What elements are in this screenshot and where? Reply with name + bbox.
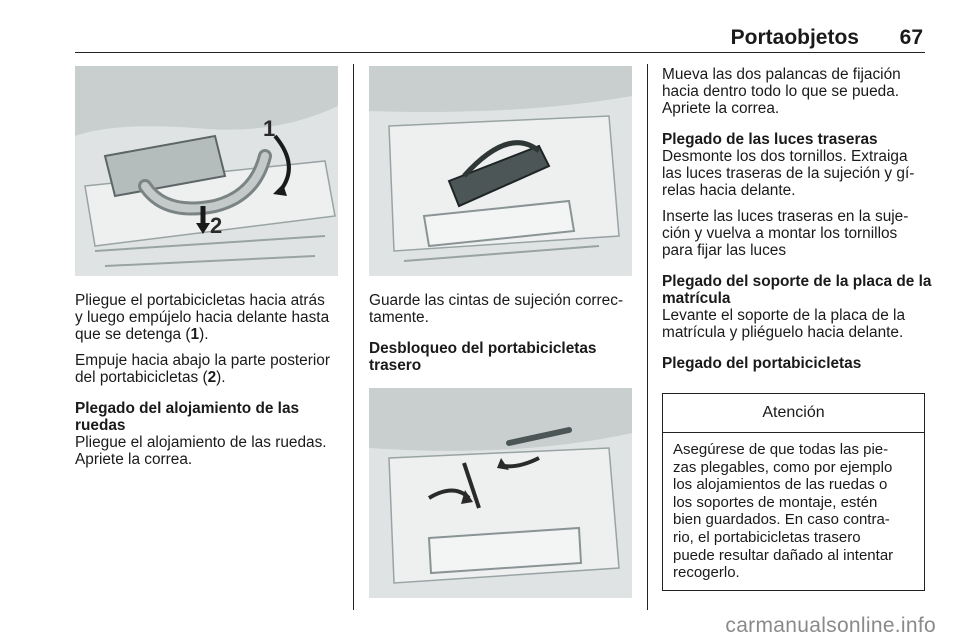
attention-box <box>662 393 925 591</box>
heading-license-plate: Plegado del soporte de la placa de la matrícula <box>662 273 932 307</box>
attention-text: Asegúrese de que todas las pie‐ zas plegables, como por ejemplo los alojamientos de las ruedas o los soportes de montaje, estén bien guardados. En caso contra‐ rio, el portabicicletas trasero puede resultar dañado al intentar recogerlo. <box>673 441 894 582</box>
heading-wheel-holder-fold: Plegado del alojamiento de las ruedas <box>75 400 300 434</box>
column-1-text <box>75 292 347 477</box>
figure-bike-carrier-fold <box>75 66 338 276</box>
figure-wheel-holders-drawing <box>369 66 632 276</box>
figure-bike-carrier-fold-drawing <box>75 66 338 276</box>
column-3-text <box>662 66 932 372</box>
paragraph-fold-back: Pliegue el portabicicletas hacia atrás y luego empújelo hacia delante hasta que se detenga (1). <box>75 292 330 343</box>
callout-2: 2 <box>210 213 223 238</box>
paragraph-store-straps: Guarde las cintas de sujeción correc‐ tamente. <box>369 292 624 326</box>
callout-1: 1 <box>263 116 276 141</box>
figure-release-carrier-drawing <box>369 388 632 598</box>
paragraph-tail-lights-insert: Inserte las luces traseras en la suje‐ ción y vuelva a montar los tornillos para fijar las luces <box>662 208 909 259</box>
paragraph-push-down: Empuje hacia abajo la parte posterior del portabicicletas (2). <box>75 352 330 386</box>
paragraph-levers: Mueva las dos palancas de fijación hacia dentro todo lo que se pueda. Apriete la correa. <box>662 66 901 117</box>
paragraph-wheel-holder: Pliegue el alojamiento de las ruedas. Apriete la correa. <box>75 434 327 468</box>
page-header <box>75 22 925 53</box>
watermark: carmanualsonline.info <box>725 614 936 637</box>
heading-fold-carrier: Plegado del portabicicletas <box>662 355 862 372</box>
heading-tail-lights: Plegado de las luces traseras <box>662 131 878 148</box>
section-title: Portaobjetos <box>730 26 859 49</box>
column-2-text <box>369 292 641 374</box>
paragraph-tail-lights-remove: Desmonte los dos tornillos. Extraiga las luces traseras de la sujeción y gí‐ relas hacia delante. <box>662 148 915 199</box>
column-divider-2 <box>647 64 648 610</box>
heading-release-carrier: Desbloqueo del portabicicletas trasero <box>369 340 597 374</box>
column-divider-1 <box>353 64 354 610</box>
page-number: 67 <box>899 26 923 49</box>
paragraph-license-plate: Levante el soporte de la placa de la matrícula y pliéguelo hacia delante. <box>662 307 906 341</box>
attention-title: Atención <box>663 394 924 433</box>
figure-wheel-holders <box>369 66 632 276</box>
figure-release-carrier <box>369 388 632 598</box>
